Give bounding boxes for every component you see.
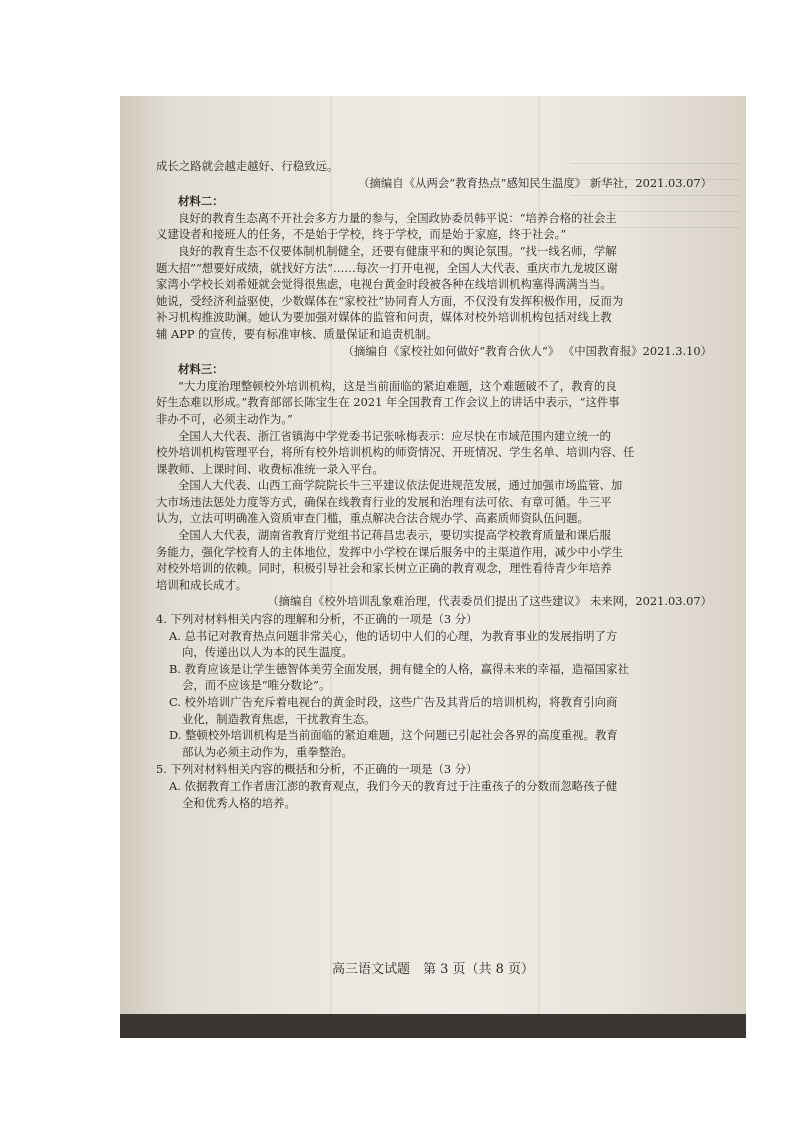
text-line: D. 整顿校外培训机构是当前面临的紧迫难题，这个问题已引起社会各界的高度重视。教育 bbox=[169, 728, 618, 743]
text-line: 向，传递出以人为本的民生温度。 bbox=[182, 645, 353, 660]
text-line: 良好的教育生态离不开社会多方力量的参与，全国政协委员韩平说：“培养合格的社会主 bbox=[178, 210, 617, 225]
text-line: 补习机构推波助澜。她认为要加强对媒体的监管和问责，媒体对校外培训机构包括对线上教 bbox=[156, 310, 612, 325]
text-line: 全和优秀人格的培养。 bbox=[182, 795, 296, 810]
text-line: （摘编自《校外培训乱象难治理，代表委员们提出了这些建议》 未来网，2021.03.07） bbox=[267, 594, 712, 609]
text-line: 家湾小学校长刘希娅就会觉得很焦虑，电视台黄金时段被各种在线培训机构塞得满满当当。 bbox=[156, 277, 612, 292]
text-line: 全国人大代表、山西工商学院院长牛三平建议依法促进规范发展，通过加强市场监管、加 bbox=[178, 478, 623, 493]
text-line: 义建设者和接班人的任务，不是始于学校，终于学校，而是始于家庭，终于社会。” bbox=[156, 227, 567, 242]
text-line: 校外培训机构管理平台，将所有校外培训机构的师资情况、开班情况、学生名单、培训内容、任 bbox=[156, 445, 635, 460]
text-line: 辅 APP 的宣传，要有标准审核、质量保证和追责机制。 bbox=[156, 326, 438, 341]
section-heading: 材料二： bbox=[178, 194, 224, 209]
text-line: 好生态难以形成。”教育部部长陈宝生在 2021 年全国教育工作会议上的讲话中表示，“这件事 bbox=[156, 395, 620, 410]
question-stem: 4. 下列对材料相关内容的理解和分析，不正确的一项是（3 分） bbox=[156, 612, 478, 627]
text-line: 认为，立法可明确准入资质审查门槛，重点解决合法合规办学、高素质师资队伍问题。 bbox=[156, 511, 589, 526]
text-line: “大力度治理整顿校外培训机构，这是当前面临的紧迫难题，这个难题破不了，教育的良 bbox=[178, 378, 617, 393]
photo-frame bbox=[120, 96, 746, 1038]
text-line: B. 教育应该是让学生德智体美劳全面发展，拥有健全的人格，赢得未来的幸福，造福国家社 bbox=[169, 661, 629, 676]
question-stem: 5. 下列对材料相关内容的概括和分析，不正确的一项是（3 分） bbox=[156, 762, 478, 777]
text-line: 部认为必须主动作为，重拳整治。 bbox=[182, 744, 353, 759]
text-line: 她说，受经济利益驱使，少数媒体在“家校社”协同育人方面，不仅没有发挥积极作用，反而为 bbox=[156, 293, 624, 308]
exam-paper-page bbox=[120, 96, 746, 1014]
page-footer: 高三语文试题 第 3 页（共 8 页） bbox=[331, 962, 535, 977]
text-line: 成长之路就会越走越好、行稳致远。 bbox=[156, 159, 339, 173]
section-heading: 材料三： bbox=[178, 362, 224, 377]
text-line: A. 总书记对教育热点问题非常关心，他的话切中人们的心理，为教育事业的发展指明了方 bbox=[169, 628, 618, 643]
text-line: 会，而不应该是“唯分数论”。 bbox=[182, 678, 331, 693]
text-line: C. 校外培训广告充斥着电视台的黄金时段，这些广告及其背后的培训机构，将教育引向商 bbox=[169, 695, 618, 709]
text-line: 良好的教育生态不仅要体制机制健全，还要有健康平和的舆论氛围。“找一线名师，学解 bbox=[178, 243, 617, 258]
text-line: 对校外培训的依赖。同时，积极引导社会和家长树立正确的教育观念，理性看待青少年培养 bbox=[156, 561, 612, 576]
text-line: 培训和成长成才。 bbox=[156, 577, 248, 592]
text-line: A. 依据教育工作者唐江澎的教育观点，我们今天的教育过于注重孩子的分数而忽略孩子健 bbox=[169, 778, 618, 793]
text-line: 题大招”“想要好成绩，就找好方法”……每次一打开电视，全国人大代表、重庆市九龙坡区谢 bbox=[156, 260, 618, 275]
text-line: 非办不可，必须主动作为。” bbox=[156, 411, 293, 426]
text-line: 务能力，强化学校育人的主体地位，发挥中小学校在课后服务中的主渠道作用，减少中小学生 bbox=[156, 544, 624, 559]
text-line: 全国人大代表、浙江省镇海中学党委书记张咏梅表示：应尽快在市域范围内建立统一的 bbox=[178, 428, 611, 443]
text-line: 业化，制造教育焦虑，干扰教育生态。 bbox=[182, 711, 376, 726]
text-line: 全国人大代表，湖南省教育厅党组书记蒋昌忠表示，要切实提高学校教育质量和课后服 bbox=[178, 528, 611, 543]
text-line: （摘编自《家校社如何做好“教育合伙人”》 《中国教育报》2021.3.10） bbox=[342, 343, 712, 358]
text-line: （摘编自《从两会“教育热点”感知民生温度》 新华社，2021.03.07） bbox=[358, 175, 712, 190]
document-body bbox=[156, 158, 716, 811]
text-line: 大市场违法惩处力度等方式，确保在线教育行业的发展和治理有法可依、有章可循。牛三平 bbox=[156, 494, 612, 509]
text-line: 课教师、上课时间、收费标准统一录入平台。 bbox=[156, 461, 384, 476]
